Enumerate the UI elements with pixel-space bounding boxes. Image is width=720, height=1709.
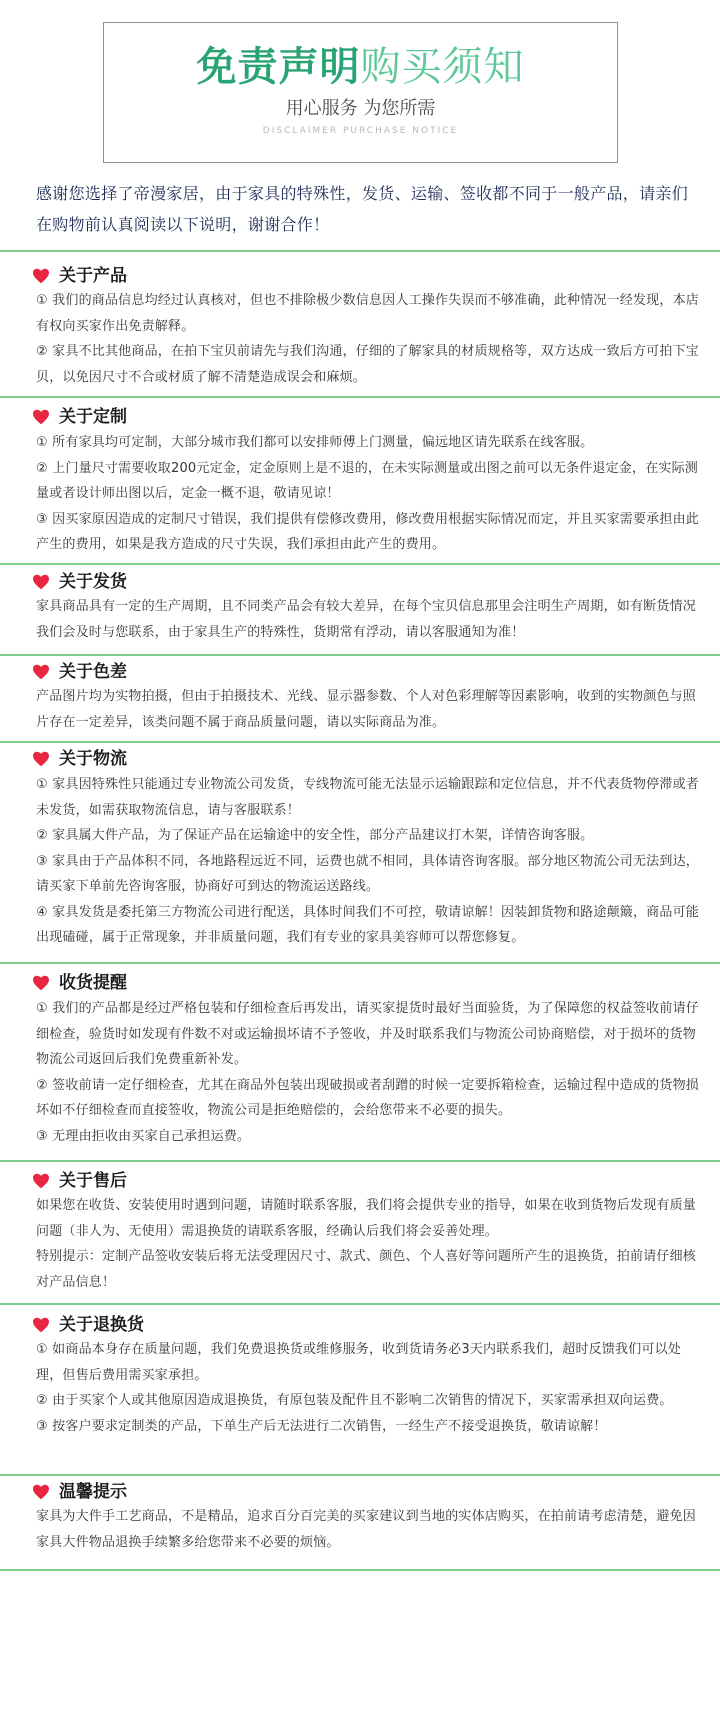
heart-icon [32,751,50,767]
title-light: 购买须知 [360,44,525,90]
section-title-shipping [32,571,127,593]
section-body-tips [36,1504,700,1555]
intro-text: 感谢您选择了帝漫家居，由于家具的特殊性，发货、运输、签收都不同于一般产品，请亲们在购物前认真阅读以下说明，谢谢合作！ [36,184,689,234]
section-title-tips [32,1481,127,1503]
heart-icon [32,409,50,425]
paragraph: ① 家具因特殊性只能通过专业物流公司发货，专线物流可能无法显示运输跟踪和定位信息，并不代表货物停滞或者未发货，如需获取物流信息，请与客服联系！ [36,777,699,818]
section-title-label: 关于售后 [59,1171,127,1191]
paragraph: ② 家具属大件产品，为了保证产品在运输途中的安全性，部分产品建议打木架，详情咨询客服。 [36,828,594,843]
section-title-returns [32,1314,144,1336]
section-title-custom [32,406,127,428]
section-title-receipt [32,972,127,994]
paragraph: ② 签收前请一定仔细检查，尤其在商品外包装出现破损或者刮蹭的时候一定要拆箱检查，运输过程中造成的货物损坏如不仔细检查而直接签收，物流公司是拒绝赔偿的，会给您带来不必要的损失。 [36,1077,699,1118]
section-title-logistics [32,748,127,770]
heart-icon [32,268,50,284]
paragraph: ① 如商品本身存在质量问题，我们免费退换货或维修服务，收到货请务必3天内联系我们，超时反馈我们可以处理，但售后费用需买家承担。 [36,1342,682,1383]
title-bold: 免责声明 [196,44,361,90]
heart-icon [32,1173,50,1189]
divider [0,741,720,743]
paragraph: 家具为大件手工艺商品，不是精品，追求百分百完美的买家建议到当地的实体店购买，在拍前请考虑清楚，避免因家具大件物品退换手续繁多给您带来不必要的烦恼。 [36,1509,697,1550]
heart-icon [32,975,50,991]
paragraph: ① 我们的商品信息均经过认真核对，但也不排除极少数信息因人工操作失误而不够准确，此种情况一经发现，本店有权向买家作出免责解释。 [36,293,699,334]
heart-icon [32,664,50,680]
header-box [103,22,618,163]
section-title-label: 关于产品 [59,266,127,286]
section-title-product [32,265,127,287]
paragraph: ① 所有家具均可定制，大部分城市我们都可以安排师傅上门测量，偏远地区请先联系在线客服。 [36,435,594,450]
divider [0,250,720,252]
page-subtitle: 用心服务 为您所需 [285,98,436,119]
divider [0,962,720,964]
section-body-returns [36,1337,700,1439]
section-title-label: 关于发货 [59,572,127,592]
paragraph: ③ 因买家原因造成的定制尺寸错误，我们提供有偿修改费用，修改费用根据实际情况而定，并且买家需要承担由此产生的费用，如果是我方造成的尺寸失误，我们承担由此产生的费用。 [36,511,699,552]
divider [0,1160,720,1162]
english-subtitle: DISCLAIMER PURCHASE NOTICE [262,126,459,136]
paragraph: ② 由于买家个人或其他原因造成退换货，有原包装及配件且不影响二次销售的情况下，买家需承担双向运费。 [36,1393,673,1408]
section-body-product [36,288,700,390]
section-title-label: 关于物流 [59,749,127,769]
divider [0,1303,720,1305]
divider [0,1474,720,1476]
paragraph: ③ 按客户要求定制类的产品，下单生产后无法进行二次销售，一经生产不接受退换货，敬请谅解！ [36,1418,607,1434]
section-body-receipt [36,996,700,1149]
section-title-label: 关于色差 [59,662,127,682]
paragraph: 家具商品具有一定的生产周期，且不同类产品会有较大差异，在每个宝贝信息那里会注明生产周期，如有断货情况我们会及时与您联系，由于家具生产的特殊性，货期常有浮动，请以客服通知为准！ [36,599,697,640]
paragraph: ② 家具不比其他商品，在拍下宝贝前请先与我们沟通，仔细的了解家具的材质规格等，双方达成一致后方可拍下宝贝，以免因尺寸不合或材质了解不清楚造成误会和麻烦。 [36,344,699,385]
divider [0,396,720,398]
section-body-logistics [36,772,700,951]
section-title-color [32,661,127,683]
heart-icon [32,1484,50,1500]
paragraph: ① 我们的产品都是经过严格包装和仔细检查后再发出，请买家提货时最好当面验货，为了保障您的权益签收前请仔细检查，验货时如发现有件数不对或运输损坏请不予签收，并及时联系我们与物流公司协商赔偿，对于损坏的货物物流公司返回后我们免费重新补发。 [36,1001,699,1067]
section-title-label: 收货提醒 [59,973,127,993]
heart-icon [32,574,50,590]
paragraph: 特别提示：定制产品签收安装后将无法受理因尺寸、款式、颜色、个人喜好等问题所产生的退换货，拍前请仔细核对产品信息！ [36,1249,697,1290]
paragraph: ③ 无理由拒收由买家自己承担运费。 [36,1128,251,1144]
section-body-shipping [36,594,700,645]
section-body-aftersales [36,1193,700,1295]
section-body-custom [36,430,700,558]
section-title-aftersales [32,1170,127,1192]
heart-icon [32,1317,50,1333]
paragraph: ② 上门量尺寸需要收取200元定金，定金原则上是不退的，在未实际测量或出图之前可以无条件退定金，在实际测量或者设计师出图以后，定金一概不退，敬请见谅！ [36,460,699,501]
paragraph: 如果您在收货、安装使用时遇到问题，请随时联系客服，我们将会提供专业的指导，如果在收到货物后发现有质量问题（非人为、无使用）需退换货的请联系客服，经确认后我们将会妥善处理。 [36,1198,697,1239]
paragraph: ④ 家具发货是委托第三方物流公司进行配送，具体时间我们不可控，敬请谅解！因装卸货物和路途颠簸，商品可能出现磕碰，属于正常现象，并非质量问题，我们有专业的家具美容师可以帮您修复。 [36,904,699,945]
page-title [104,43,617,91]
divider [0,1569,720,1571]
paragraph: 产品图片均为实物拍摄，但由于拍摄技术、光线、显示器参数、个人对色彩理解等因素影响，收到的实物颜色与照片存在一定差异，该类问题不属于商品质量问题，请以实际商品为准。 [36,689,697,730]
section-title-label: 温馨提示 [59,1482,127,1502]
section-body-color [36,684,700,735]
divider [0,563,720,565]
section-title-label: 关于退换货 [59,1315,144,1335]
paragraph: ③ 家具由于产品体积不同，各地路程远近不同，运费也就不相同，具体请咨询客服。部分地区物流公司无法到达，请买家下单前先咨询客服，协商好可到达的物流运送路线。 [36,853,699,894]
divider [0,654,720,656]
section-title-label: 关于定制 [59,407,127,427]
